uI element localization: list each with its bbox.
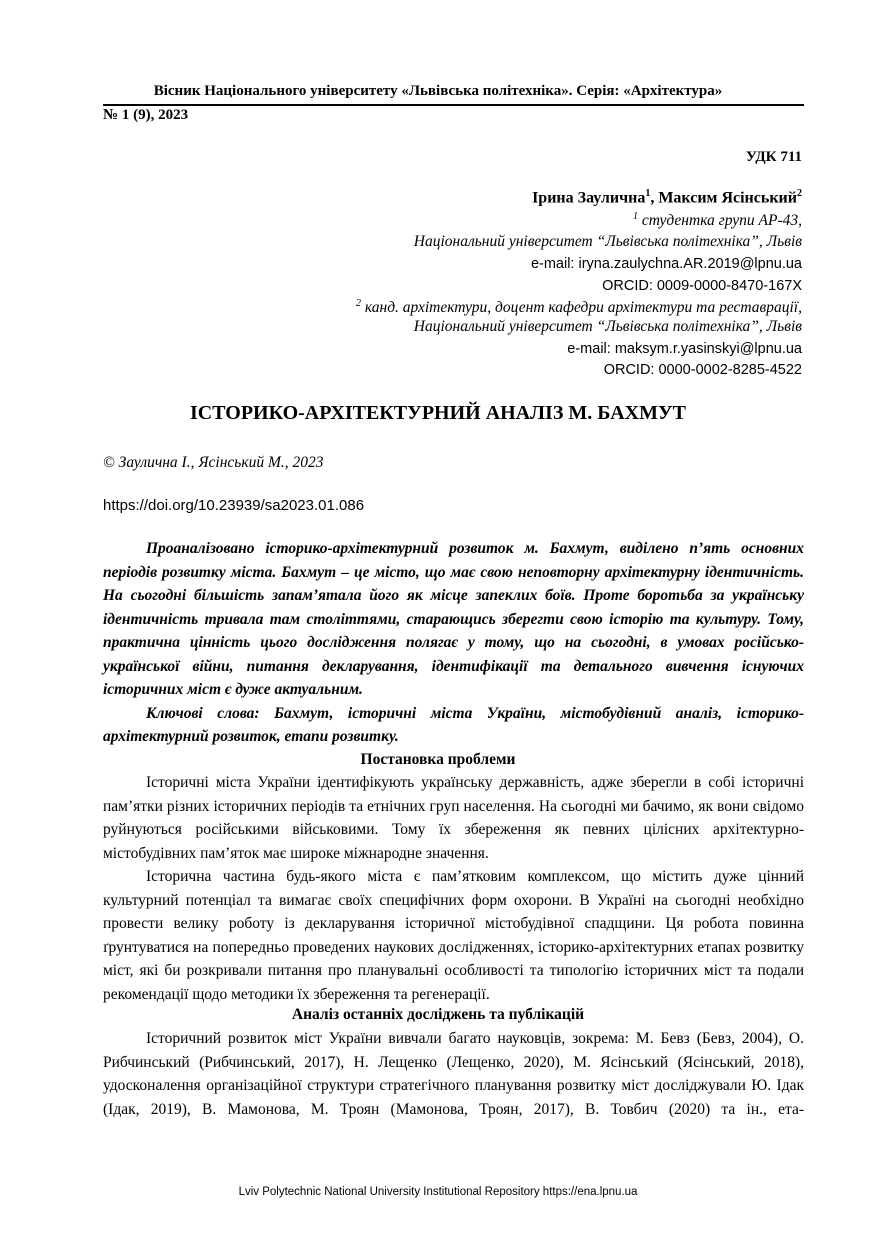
section-literature-body — [103, 1027, 804, 1121]
author-2-orcid[interactable]: ORCID: 0000-0002-8285-4522 — [603, 362, 802, 378]
author-1-sup: 1 — [645, 188, 651, 199]
author-separator: , — [650, 189, 659, 207]
author-2: Максим Ясінський — [658, 189, 797, 207]
author-names — [532, 188, 802, 207]
paragraph: Історичний розвиток міст України вивчали багато науковців, зокрема: М. Бевз (Бевз, 2004), О. Рибчинський (Рибчинський, 2017), Н. Лещенко (Лещенко, 2020), М. Ясінський (Ясінський, 2018), удосконалення організаційної структури стратегічного планування розвитку міст досліджували Ю. Ідак (Ідак, 2019), В. Мамонова, М. Троян (Мамонова, Троян, 2017), В. Товбич (2020) та ін., ета- — [103, 1030, 804, 1118]
keywords: Ключові слова: Бахмут, історичні міста України, містобудівний аналіз, історико-архітектурний розвиток, етапи розвитку. — [103, 704, 804, 745]
affil-2-sup: 2 — [356, 298, 362, 309]
affil-2-role-text: канд. архітектури, доцент кафедри архітектури та реставрації, — [364, 299, 802, 317]
repository-footer: Lviv Polytechnic National University Institutional Repository https://ena.lpnu.ua — [238, 1186, 638, 1198]
header-rule — [103, 104, 804, 106]
author-1: Ірина Заулична — [532, 189, 646, 207]
author-1-orcid[interactable]: ORCID: 0009-0000-8470-167X — [602, 278, 802, 294]
author-2-email[interactable]: e-mail: maksym.r.yasinskyi@lpnu.ua — [567, 341, 802, 357]
author-2-university: Національний університет “Львівська політехніка”, Львів — [413, 318, 802, 335]
section-problem-body — [103, 771, 804, 1006]
issue-number: № 1 (9), 2023 — [103, 107, 189, 123]
journal-header: Вісник Національного університету «Львівська політехніка». Серія: «Архітектура» — [153, 83, 723, 99]
author-2-sup: 2 — [797, 188, 802, 199]
author-1-email[interactable]: e-mail: iryna.zaulychna.AR.2019@lpnu.ua — [530, 256, 802, 272]
udk-code: УДК 711 — [745, 149, 802, 165]
author-1-role — [633, 211, 802, 230]
author-1-university: Національний університет “Львівська політехніка”, Львів — [413, 233, 802, 250]
doi-link[interactable]: https://doi.org/10.23939/sa2023.01.086 — [103, 497, 365, 514]
affil-1-sup: 1 — [633, 211, 638, 222]
abstract-text: Проаналізовано історико-архітектурний розвиток м. Бахмут, виділено п’ять основних періодів розвитку міста. Бахмут – це місто, що має свою неповторну архітектурну ідентичність. На сьогодні більшість запам’ятала його як місце запеклих боїв. Проте боротьба за українську ідентичність тривала там століттями, старающись зберегти свою історію та культуру. Тому, практична цінність цього дослідження полягає у тому, що на сьогодні, в умовах російсько-української війни, питання декларування, ідентифікації та детального вивчення існуючих історичних міст є дуже актуальним. — [103, 540, 804, 698]
abstract — [103, 537, 804, 749]
affil-1-role-text: студентка групи АР-43, — [641, 212, 802, 230]
section-heading-literature: Аналіз останніх досліджень та публікацій — [291, 1006, 585, 1023]
section-heading-problem: Постановка проблеми — [360, 751, 516, 768]
paragraph: Історична частина будь-якого міста є пам’ятковим комплексом, що містить дуже цінний культурний потенціал та вимагає своїх специфічних форм охорони. В Україні на сьогодні необхідно провести велику роботу із декларування історичної містобудівної спадщини. Ця робота повинна ґрунтуватися на попередньо проведених наукових дослідженнях, історико-архітектурних етапах розвитку міст, які би розкривали питання про планувальні особливості та типологію історичних міст та подали рекомендації щодо методики їх збереження та регенерації. — [103, 868, 804, 1003]
copyright: © Заулична І., Ясінський М., 2023 — [103, 454, 324, 471]
paragraph: Історичні міста України ідентифікують українську державність, адже зберегли в собі історичні пам’ятки різних історичних періодів та етнічних груп населення. На сьогодні ми бачимо, як вони свідомо руйнуються російськими військовими. Тому їх збереження як певних цілісних архітектурно-містобудівних пам’яток має широке міжнародне значення. — [103, 774, 804, 862]
paper-title: ІСТОРИКО-АРХІТЕКТУРНИЙ АНАЛІЗ М. БАХМУТ — [189, 402, 687, 424]
author-2-role — [356, 298, 802, 317]
